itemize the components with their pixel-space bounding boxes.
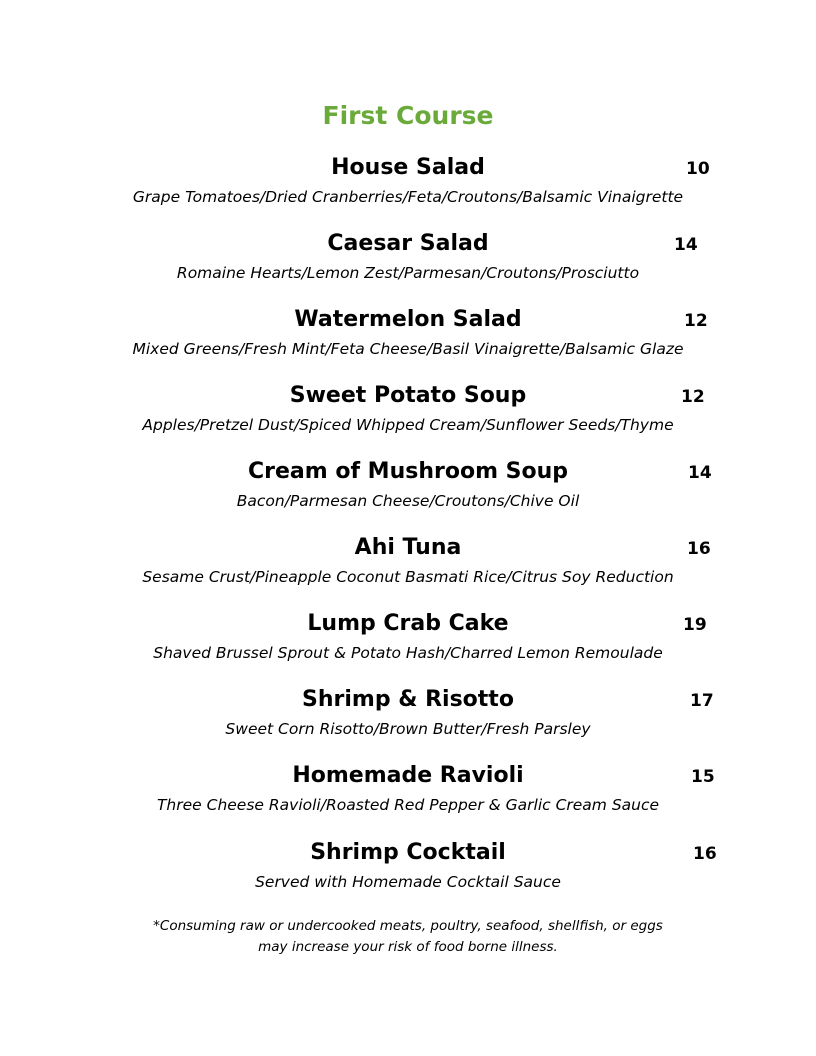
item-price: 19	[683, 615, 707, 635]
item-description: Three Cheese Ravioli/Roasted Red Pepper & Garlic Cream Sauce	[156, 796, 660, 814]
disclaimer-line-1: *Consuming raw or undercooked meats, poultry, seafood, shellfish, or eggs	[153, 918, 663, 934]
item-name: House Salad	[331, 155, 485, 180]
item-description: Romaine Hearts/Lemon Zest/Parmesan/Croutons/Prosciutto	[176, 264, 640, 282]
item-name: Caesar Salad	[327, 231, 489, 256]
item-description: Mixed Greens/Fresh Mint/Feta Cheese/Basil Vinaigrette/Balsamic Glaze	[132, 340, 684, 358]
item-price: 12	[684, 311, 708, 331]
item-name: Cream of Mushroom Soup	[247, 459, 569, 484]
disclaimer-line-2: may increase your risk of food borne illness.	[258, 939, 558, 955]
section-title: First Course	[322, 101, 494, 130]
menu-item-shrimp-cocktail	[0, 838, 816, 898]
item-name: Lump Crab Cake	[307, 611, 509, 636]
menu-item-shrimp-risotto	[0, 685, 816, 745]
item-name: Homemade Ravioli	[292, 763, 524, 788]
item-name: Watermelon Salad	[294, 307, 522, 332]
item-price: 10	[686, 159, 710, 179]
item-description: Shaved Brussel Sprout & Potato Hash/Charred Lemon Remoulade	[153, 644, 663, 662]
item-name: Shrimp Cocktail	[310, 840, 506, 865]
item-name: Shrimp & Risotto	[302, 687, 514, 712]
item-price: 14	[674, 235, 698, 255]
menu-item-house-salad	[0, 153, 816, 213]
item-price: 17	[690, 691, 714, 711]
item-price: 16	[693, 844, 717, 864]
item-description: Served with Homemade Cocktail Sauce	[255, 873, 561, 891]
item-description: Sweet Corn Risotto/Brown Butter/Fresh Parsley	[225, 720, 591, 738]
menu-item-lump-crab-cake	[0, 609, 816, 669]
menu-item-ahi-tuna	[0, 533, 816, 593]
item-description: Bacon/Parmesan Cheese/Croutons/Chive Oil	[236, 492, 580, 510]
item-name: Ahi Tuna	[354, 535, 462, 560]
food-safety-disclaimer	[0, 916, 816, 958]
menu-item-homemade-ravioli	[0, 761, 816, 821]
item-description: Grape Tomatoes/Dried Cranberries/Feta/Croutons/Balsamic Vinaigrette	[132, 188, 684, 206]
menu-item-watermelon-salad	[0, 305, 816, 365]
item-price: 14	[688, 463, 712, 483]
item-price: 16	[687, 539, 711, 559]
item-price: 15	[691, 767, 715, 787]
menu-item-sweet-potato-soup	[0, 381, 816, 441]
item-description: Sesame Crust/Pineapple Coconut Basmati Rice/Citrus Soy Reduction	[142, 568, 674, 586]
item-description: Apples/Pretzel Dust/Spiced Whipped Cream/Sunflower Seeds/Thyme	[142, 416, 674, 434]
menu-item-caesar-salad	[0, 229, 816, 289]
item-name: Sweet Potato Soup	[289, 383, 527, 408]
menu-item-cream-of-mushroom-soup	[0, 457, 816, 517]
item-price: 12	[681, 387, 705, 407]
